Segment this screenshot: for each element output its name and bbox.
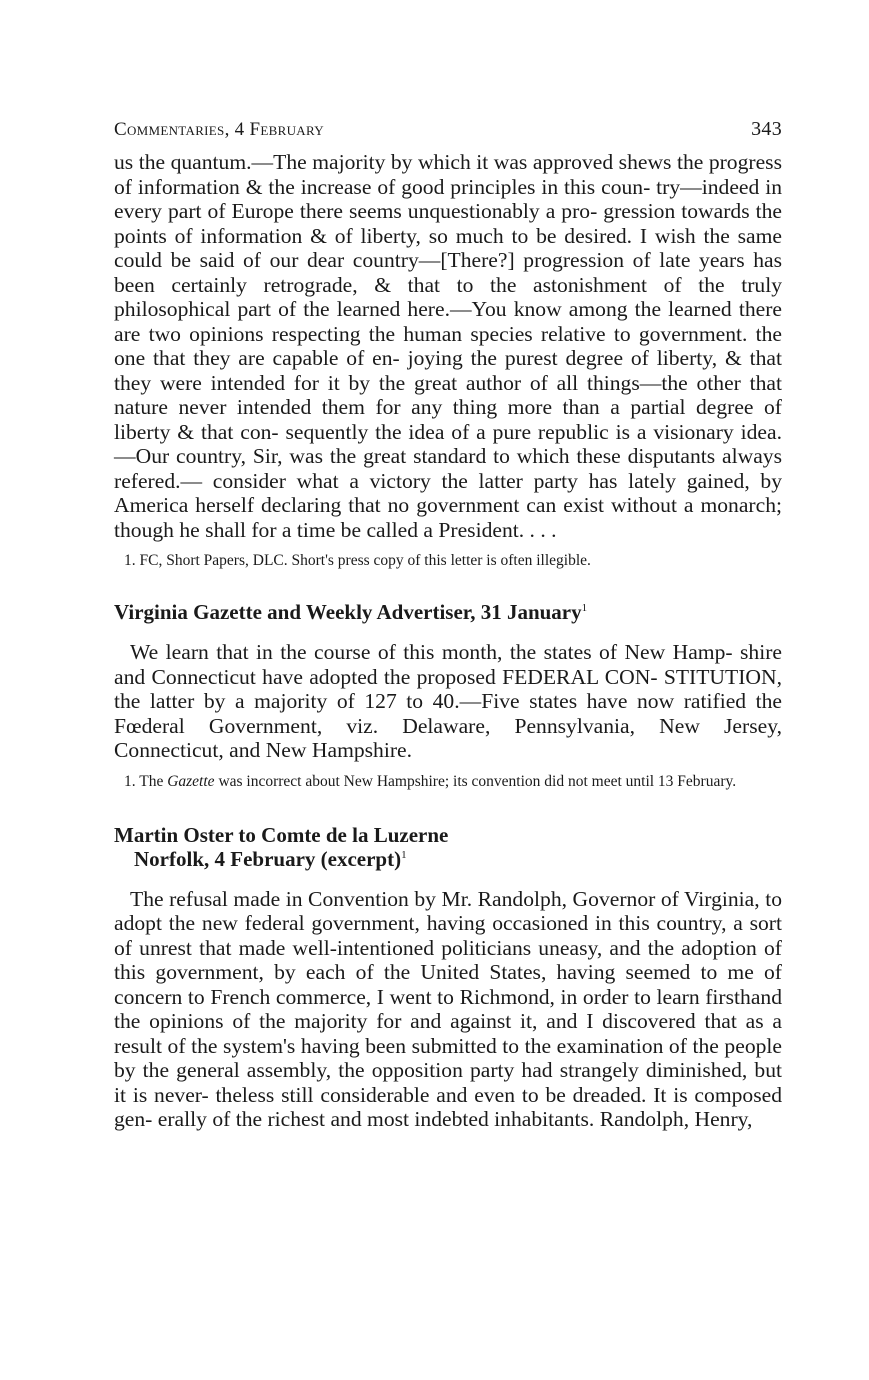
running-head <box>114 118 782 150</box>
footnote-1: 1. FC, Short Papers, DLC. Short's press copy of this letter is often illegible. <box>124 552 591 569</box>
note-italic-title: Gazette <box>167 772 215 790</box>
section-heading-oster-letter <box>114 823 782 871</box>
section-heading-virginia-gazette <box>114 600 782 624</box>
page-number: 343 <box>751 118 782 140</box>
letter-continuation-text: us the quantum.—The majority by which it was approved shews the progress of information & the increase of good principles in this coun- try—indeed in every part of Europe there seems unquestionably a pro- gression towards the points of information & of liberty, so much to be desired. I wish the same could be said of our dear country—[There?] progression of late years has been certainly retrograde, & that to the astonishment of the truly philosophical part of the learned here.—You know among the learned there are two opinions respecting the human species relative to government. the one that they are capable of en- joying the purest degree of liberty, & that they were intended for it by the great author of all things—the other that nature never intended them for any thing more than a partial degree of liberty & that con- sequently the idea of a pure republic is a visionary idea.—Our country, Sir, was the great standard to which these disputants always refered.— consider what a victory the latter party has lately gained, by America herself declaring that no government can exist without a monarch; though he shall for a time be called a President. . . . <box>114 150 782 542</box>
heading-line-2: Norfolk, 4 February (excerpt) <box>134 846 402 871</box>
heading-line-1: Martin Oster to Comte de la Luzerne <box>114 822 449 847</box>
gazette-text: We learn that in the course of this month, the states of New Hamp- shire and Connecticut have adopted the proposed FEDERAL CON- STITUTION, the latter by a majority of 127 to 40.—Five states have now ratified the Fœderal Government, viz. Delaware, Pennsylvania, New Jersey, Connecticut, and New Hampshire. <box>114 640 782 762</box>
footnote-mark: 1 <box>401 848 407 861</box>
oster-letter-text: The refusal made in Convention by Mr. Randolph, Governor of Virginia, to adopt the new federal government, having occasioned in this country, a sort of unrest that made well-intentioned politicians uneasy, and the adoption of this government, by each of the United States, having seemed to me of concern to French commerce, I went to Richmond, in order to learn firsthand the opinions of the majority for and against it, and I discovered that as a result of the system's having been submitted to the examination of the people by the general assembly, the opposition party had strangely diminished, but it is never- theless still considerable and even to be dreaded. It is composed gen- erally of the richest and most indebted inhabitants. Randolph, Henry, <box>114 886 782 1131</box>
note-rest: was incorrect about New Hampshire; its convention did not meet until 13 February. <box>218 772 737 790</box>
footnote-mark: 1 <box>581 602 588 614</box>
footnote-gazette <box>114 773 782 791</box>
heading-text: Virginia Gazette and Weekly Advertiser, 31 January <box>114 600 582 624</box>
note-prefix: 1. The <box>124 772 164 790</box>
running-title: Commentaries, 4 February <box>114 119 324 140</box>
book-page <box>114 118 782 1132</box>
